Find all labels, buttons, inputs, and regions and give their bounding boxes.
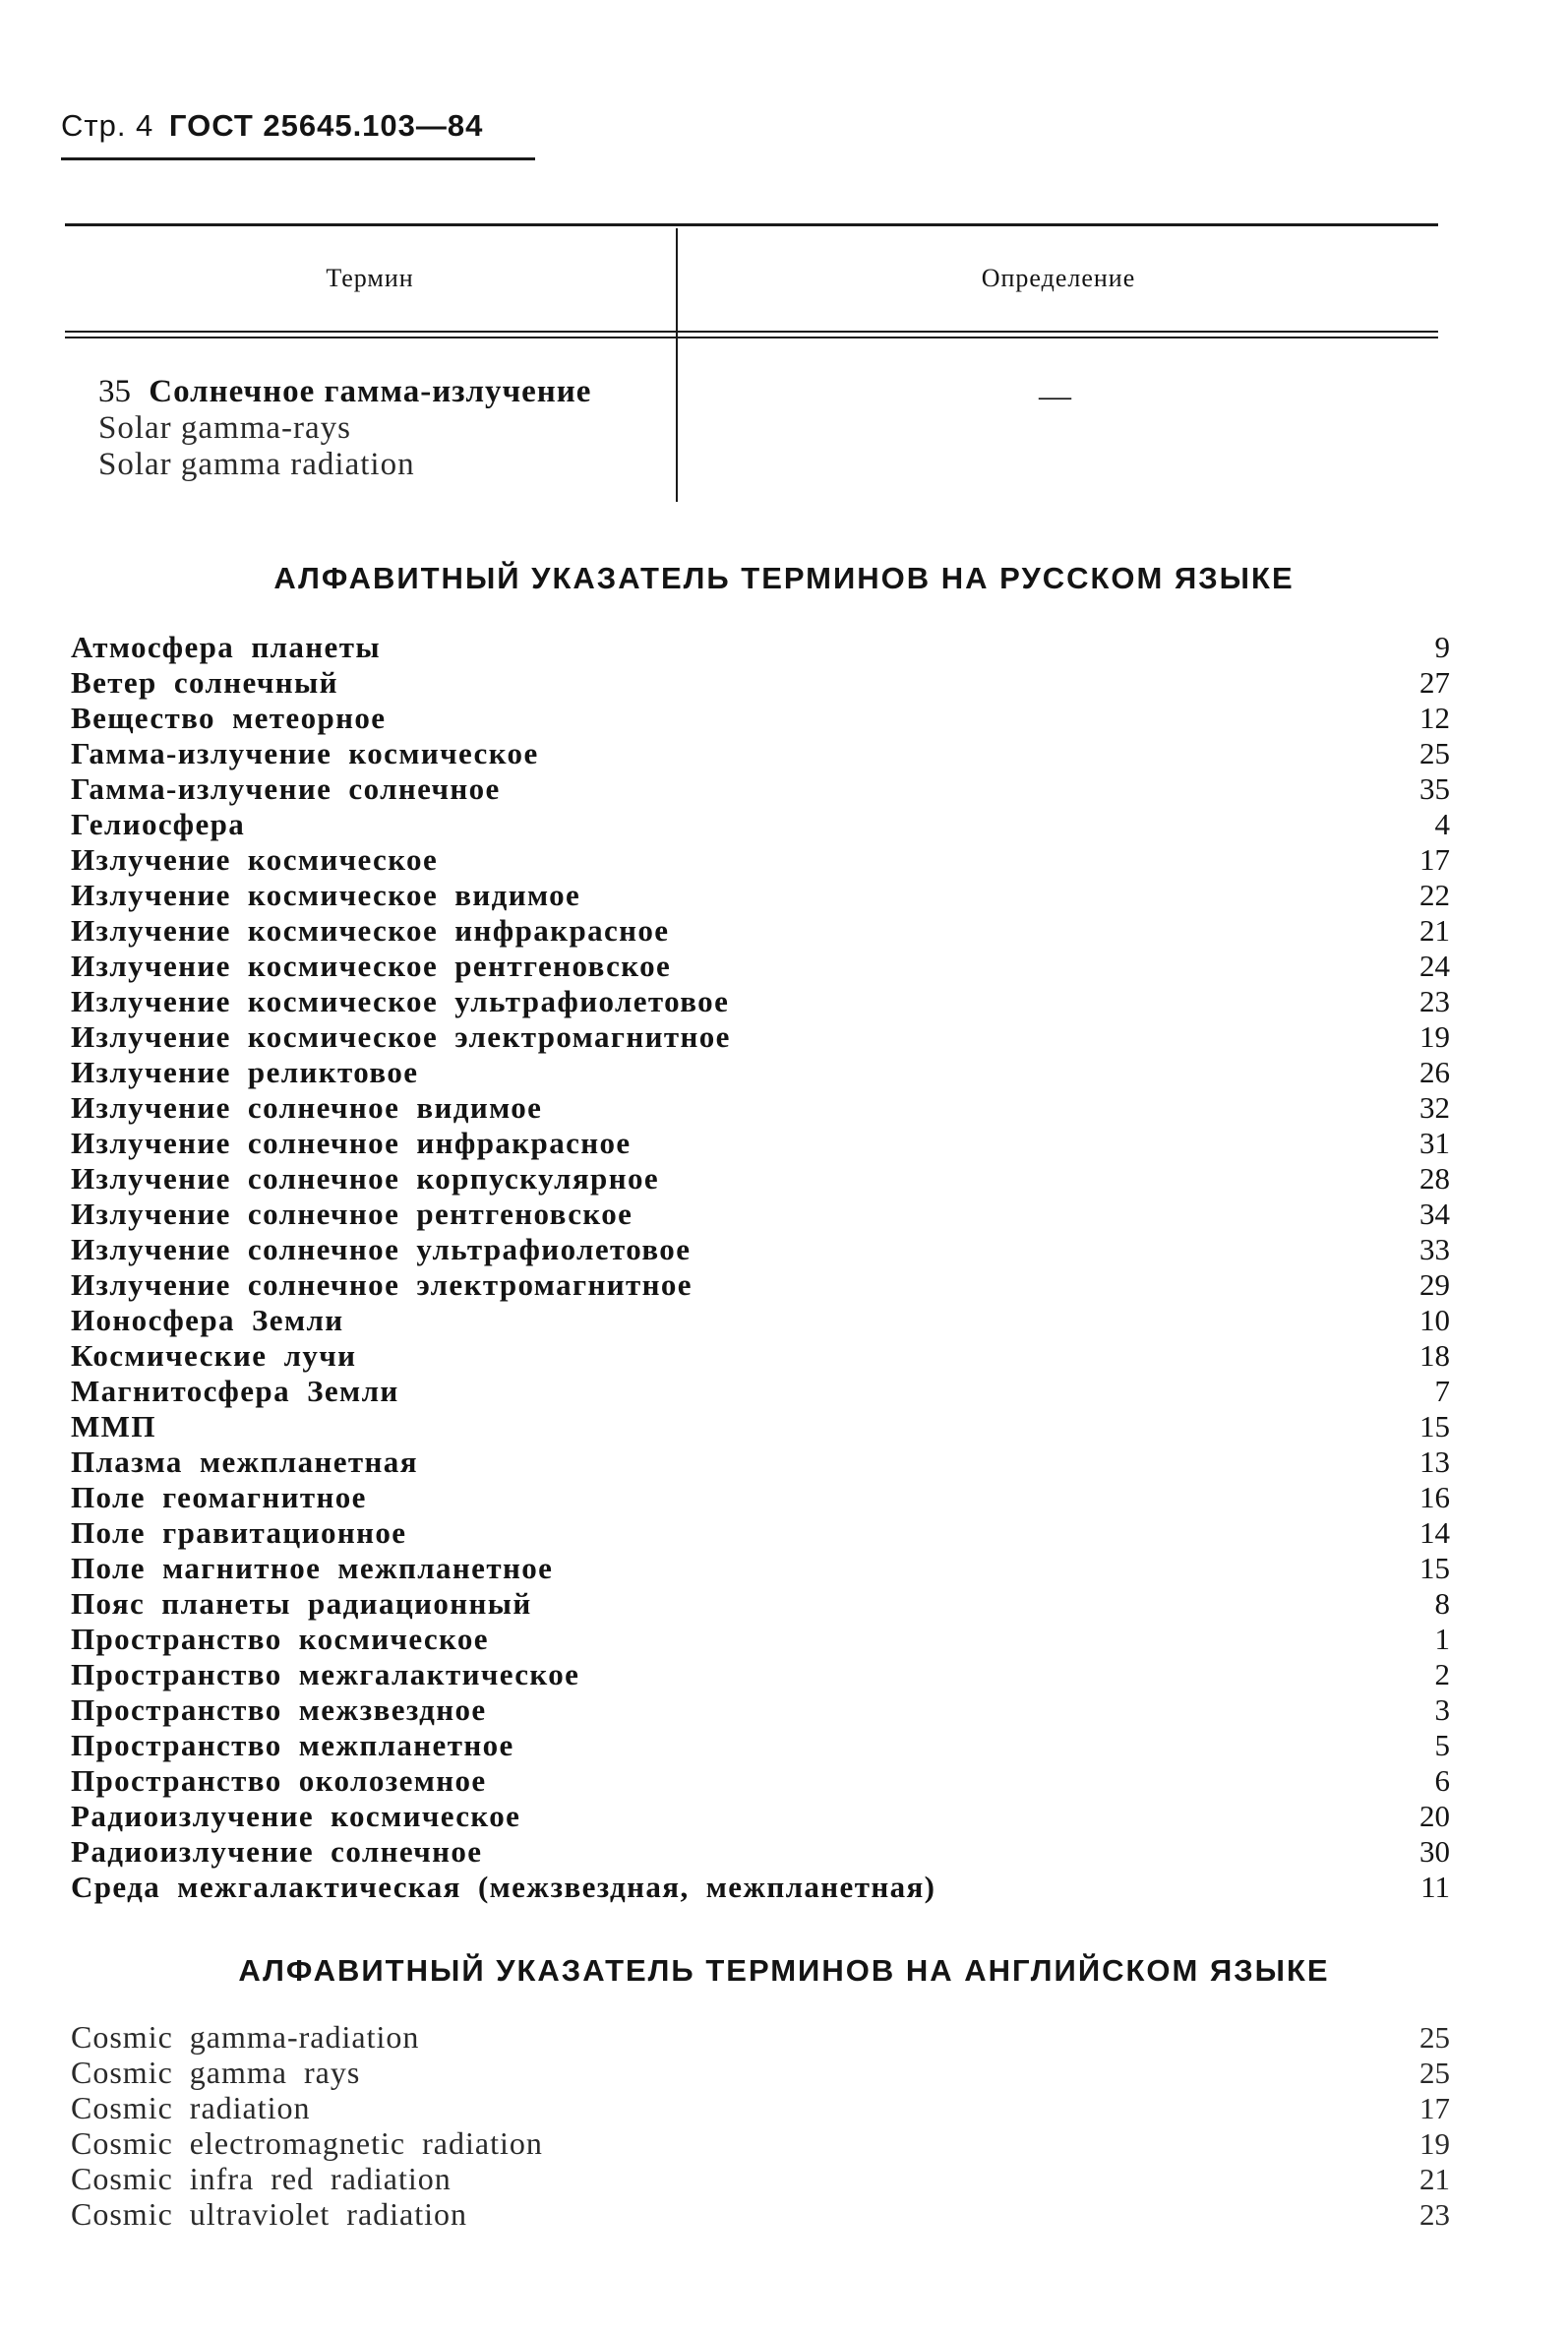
index-entry xyxy=(71,2161,1450,2196)
russian-index-title: АЛФАВИТНЫЙ УКАЗАТЕЛЬ ТЕРМИНОВ НА РУССКОМ ЯЗЫКЕ xyxy=(273,561,1295,595)
index-number: 1 xyxy=(1434,1622,1450,1656)
index-entry xyxy=(71,1586,1450,1622)
index-term: Излучение реликтовое xyxy=(71,1055,419,1089)
table-column-divider xyxy=(676,228,678,502)
english-index-title: АЛФАВИТНЫЙ УКАЗАТЕЛЬ ТЕРМИНОВ НА АНГЛИЙСКОМ ЯЗЫКЕ xyxy=(238,1953,1330,1988)
index-term: Излучение солнечное ультрафиолетовое xyxy=(71,1232,692,1266)
index-term: Излучение космическое ультрафиолетовое xyxy=(71,984,730,1018)
index-entry xyxy=(71,842,1450,878)
index-number: 10 xyxy=(1419,1303,1450,1337)
entry-term-ru: Солнечное гамма-излучение xyxy=(149,374,592,409)
index-term: Пространство околоземное xyxy=(71,1763,487,1798)
index-term: Излучение космическое xyxy=(71,842,439,877)
index-term: Cosmic infra red radiation xyxy=(71,2161,452,2196)
index-entry xyxy=(71,1444,1450,1480)
index-term: Поле магнитное межпланетное xyxy=(71,1551,554,1585)
entry-term-en-1: Solar gamma-rays xyxy=(98,410,352,446)
standard-code: ГОСТ 25645.103—84 xyxy=(168,108,484,143)
header-divider xyxy=(61,157,535,160)
table-entry xyxy=(98,374,591,483)
russian-index-list xyxy=(71,630,1450,1905)
index-term: Излучение солнечное электромагнитное xyxy=(71,1267,693,1302)
page-header xyxy=(61,108,483,144)
index-entry xyxy=(71,1303,1450,1338)
index-term: Cosmic electromagnetic radiation xyxy=(71,2125,543,2161)
table-top-rule xyxy=(65,223,1438,226)
index-number: 21 xyxy=(1419,2162,1450,2196)
index-term: Cosmic radiation xyxy=(71,2090,311,2125)
index-entry xyxy=(71,1161,1450,1197)
index-entry xyxy=(71,701,1450,736)
index-term: Излучение космическое электромагнитное xyxy=(71,1019,731,1054)
index-number: 34 xyxy=(1419,1197,1450,1231)
index-number: 11 xyxy=(1420,1870,1450,1904)
index-entry xyxy=(71,736,1450,771)
index-number: 31 xyxy=(1419,1126,1450,1160)
index-term: Пространство межпланетное xyxy=(71,1728,514,1762)
index-number: 30 xyxy=(1419,1834,1450,1869)
index-term: Cosmic ultraviolet radiation xyxy=(71,2196,468,2232)
index-entry xyxy=(71,1870,1450,1905)
index-number: 9 xyxy=(1434,630,1450,664)
index-number: 25 xyxy=(1419,736,1450,770)
index-entry xyxy=(71,771,1450,807)
index-number: 32 xyxy=(1419,1090,1450,1125)
index-entry xyxy=(71,984,1450,1019)
index-term: ММП xyxy=(71,1409,156,1443)
index-term: Поле гравитационное xyxy=(71,1515,407,1550)
english-index-list xyxy=(71,2019,1450,2232)
index-entry xyxy=(71,1480,1450,1515)
index-entry xyxy=(71,1090,1450,1126)
index-entry xyxy=(71,1657,1450,1692)
index-number: 6 xyxy=(1434,1763,1450,1798)
index-term: Излучение солнечное рентгеновское xyxy=(71,1197,633,1231)
index-entry xyxy=(71,1551,1450,1586)
index-number: 27 xyxy=(1419,665,1450,700)
index-number: 18 xyxy=(1419,1338,1450,1373)
index-number: 23 xyxy=(1419,2197,1450,2232)
index-number: 24 xyxy=(1419,949,1450,983)
index-entry xyxy=(71,630,1450,665)
index-number: 15 xyxy=(1419,1409,1450,1443)
index-term: Пространство межгалактическое xyxy=(71,1657,580,1691)
index-term: Излучение солнечное корпускулярное xyxy=(71,1161,660,1196)
index-term: Среда межгалактическая (межзвездная, межпланетная) xyxy=(71,1870,936,1904)
index-entry xyxy=(71,878,1450,913)
index-entry xyxy=(71,1692,1450,1728)
column-header-term: Термин xyxy=(326,264,414,292)
column-header-definition: Определение xyxy=(981,264,1136,292)
index-number: 22 xyxy=(1419,878,1450,912)
index-term: Атмосфера планеты xyxy=(71,630,381,664)
index-number: 8 xyxy=(1434,1586,1450,1621)
index-entry xyxy=(71,1197,1450,1232)
index-number: 15 xyxy=(1419,1551,1450,1585)
index-entry xyxy=(71,1622,1450,1657)
index-number: 17 xyxy=(1419,2091,1450,2125)
index-term: Ветер солнечный xyxy=(71,665,338,700)
index-entry xyxy=(71,1338,1450,1374)
index-entry xyxy=(71,1799,1450,1834)
index-entry xyxy=(71,1374,1450,1409)
index-number: 35 xyxy=(1419,771,1450,806)
index-number: 7 xyxy=(1434,1374,1450,1408)
index-entry xyxy=(71,1232,1450,1267)
table-header-rule-double xyxy=(65,337,1438,338)
index-term: Гелиосфера xyxy=(71,807,246,841)
index-entry xyxy=(71,1267,1450,1303)
entry-definition: — xyxy=(1039,379,1071,414)
index-number: 25 xyxy=(1419,2056,1450,2090)
index-term: Излучение солнечное инфракрасное xyxy=(71,1126,632,1160)
index-term: Поле геомагнитное xyxy=(71,1480,367,1514)
index-entry xyxy=(71,1515,1450,1551)
index-number: 23 xyxy=(1419,984,1450,1018)
index-term: Пространство космическое xyxy=(71,1622,489,1656)
index-term: Пространство межзвездное xyxy=(71,1692,487,1727)
index-entry xyxy=(71,2055,1450,2090)
index-entry xyxy=(71,1409,1450,1444)
index-term: Пояс планеты радиационный xyxy=(71,1586,532,1621)
index-number: 20 xyxy=(1419,1799,1450,1833)
index-number: 3 xyxy=(1434,1692,1450,1727)
index-number: 13 xyxy=(1419,1444,1450,1479)
index-number: 33 xyxy=(1419,1232,1450,1266)
index-number: 2 xyxy=(1434,1657,1450,1691)
index-entry xyxy=(71,665,1450,701)
index-entry xyxy=(71,2090,1450,2125)
entry-number: 35 xyxy=(98,374,131,409)
index-entry xyxy=(71,2019,1450,2055)
page-number: Стр. 4 xyxy=(61,108,154,143)
index-term: Ионосфера Земли xyxy=(71,1303,344,1337)
index-term: Радиоизлучение солнечное xyxy=(71,1834,483,1869)
index-term: Гамма-излучение космическое xyxy=(71,736,539,770)
index-entry xyxy=(71,2125,1450,2161)
index-number: 5 xyxy=(1434,1728,1450,1762)
table-header-rule xyxy=(65,331,1438,333)
index-entry xyxy=(71,1728,1450,1763)
index-entry xyxy=(71,1055,1450,1090)
index-entry xyxy=(71,1763,1450,1799)
index-entry xyxy=(71,807,1450,842)
index-number: 25 xyxy=(1419,2020,1450,2055)
index-number: 19 xyxy=(1419,2126,1450,2161)
index-term: Плазма межпланетная xyxy=(71,1444,418,1479)
index-number: 17 xyxy=(1419,842,1450,877)
index-term: Излучение космическое инфракрасное xyxy=(71,913,670,948)
index-term: Излучение космическое рентгеновское xyxy=(71,949,672,983)
index-number: 14 xyxy=(1419,1515,1450,1550)
index-term: Радиоизлучение космическое xyxy=(71,1799,521,1833)
index-number: 29 xyxy=(1419,1267,1450,1302)
index-term: Вещество метеорное xyxy=(71,701,387,735)
index-number: 21 xyxy=(1419,913,1450,948)
index-term: Излучение космическое видимое xyxy=(71,878,581,912)
index-number: 12 xyxy=(1419,701,1450,735)
index-entry xyxy=(71,1019,1450,1055)
index-term: Cosmic gamma-radiation xyxy=(71,2019,420,2055)
index-term: Излучение солнечное видимое xyxy=(71,1090,543,1125)
entry-term-en-2: Solar gamma radiation xyxy=(98,447,415,482)
index-term: Cosmic gamma rays xyxy=(71,2055,361,2090)
index-entry xyxy=(71,949,1450,984)
index-term: Гамма-излучение солнечное xyxy=(71,771,501,806)
index-number: 19 xyxy=(1419,1019,1450,1054)
index-number: 4 xyxy=(1434,807,1450,841)
index-number: 26 xyxy=(1419,1055,1450,1089)
index-term: Космические лучи xyxy=(71,1338,357,1373)
index-entry xyxy=(71,1834,1450,1870)
index-number: 28 xyxy=(1419,1161,1450,1196)
index-entry xyxy=(71,913,1450,949)
index-term: Магнитосфера Земли xyxy=(71,1374,399,1408)
index-number: 16 xyxy=(1419,1480,1450,1514)
index-entry xyxy=(71,2196,1450,2232)
index-entry xyxy=(71,1126,1450,1161)
